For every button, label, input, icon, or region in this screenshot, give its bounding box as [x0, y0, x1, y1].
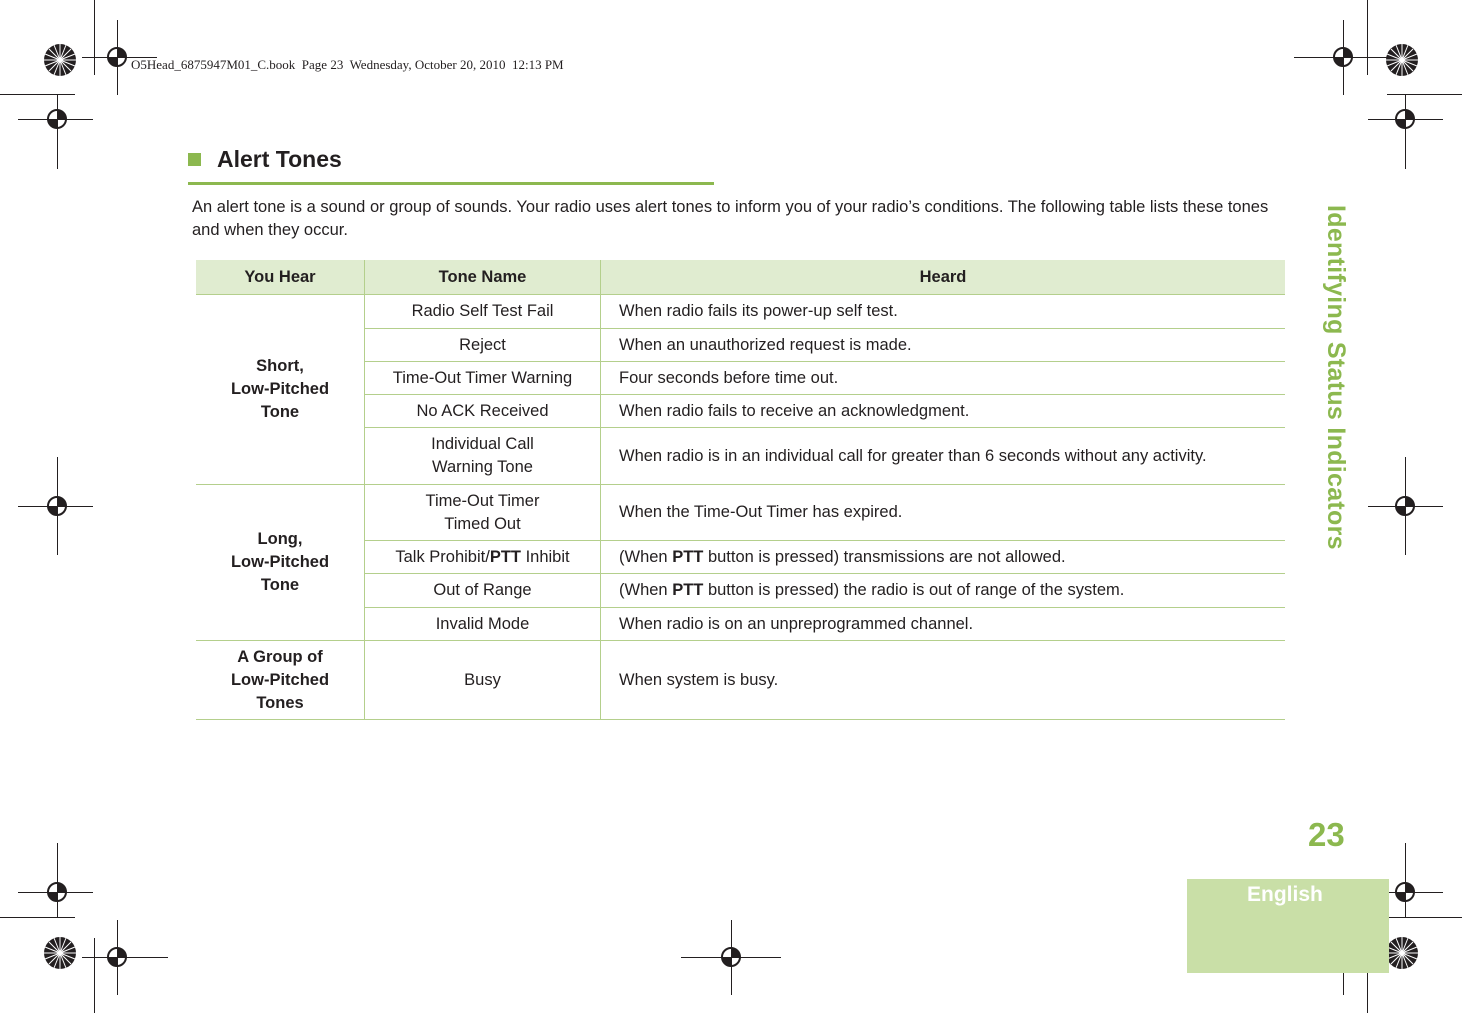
tone-name-cell: No ACK Received — [365, 395, 601, 428]
tone-name-cell: Reject — [365, 329, 601, 362]
crop-line — [1367, 0, 1368, 75]
heard-text: button is pressed) transmissions are not allowed. — [703, 547, 1066, 566]
section-title: Alert Tones — [217, 146, 342, 172]
you-hear-line: Low-Pitched — [230, 670, 330, 689]
tone-name-line: Individual Call — [431, 435, 534, 453]
tone-name-line: Timed Out — [444, 514, 521, 533]
starburst-target-icon — [43, 936, 77, 970]
crosshair-target-icon — [106, 946, 128, 968]
column-header-tone-name: Tone Name — [365, 260, 601, 295]
tone-name-line: Time-Out Timer — [425, 491, 540, 510]
alert-tones-table — [196, 260, 1285, 720]
you-hear-line: Short, — [256, 357, 304, 375]
heard-cell: When radio fails its power-up self test. — [601, 295, 1286, 329]
heard-cell — [601, 574, 1286, 608]
ptt-key-label: PTT — [672, 581, 704, 599]
crosshair-target-icon — [1394, 108, 1416, 130]
crosshair-target-icon — [46, 495, 68, 517]
crop-line — [0, 94, 75, 95]
language-label: English — [1247, 883, 1323, 906]
column-header-you-hear: You Hear — [196, 260, 365, 295]
tone-name-cell: Invalid Mode — [365, 608, 601, 641]
tone-name-line: Warning Tone — [432, 458, 533, 476]
you-hear-line: Tone — [260, 403, 300, 421]
heard-text: (When — [619, 547, 673, 566]
crosshair-target-icon — [46, 108, 68, 130]
you-hear-line: A Group of — [237, 647, 323, 666]
you-hear-line: Low-Pitched — [230, 380, 330, 398]
crosshair-target-icon — [1332, 46, 1354, 68]
heard-cell: Four seconds before time out. — [601, 362, 1286, 395]
heard-cell: When radio is in an individual call for greater than 6 seconds without any activity. — [601, 428, 1286, 485]
crosshair-target-icon — [1394, 881, 1416, 903]
crosshair-target-icon — [46, 881, 68, 903]
you-hear-line: Low-Pitched — [230, 553, 330, 571]
table-row — [196, 485, 1285, 541]
book-file-header: O5Head_6875947M01_C.book Page 23 Wednesday, October 20, 2010 12:13 PM — [131, 57, 564, 72]
heard-cell: When an unauthorized request is made. — [601, 329, 1286, 362]
crop-line — [0, 917, 75, 918]
you-hear-line: Long, — [257, 530, 303, 548]
you-hear-line: Tones — [256, 693, 304, 712]
tone-name-text: Talk Prohibit/ — [395, 547, 490, 566]
crop-line — [1387, 94, 1462, 95]
heard-cell: When radio is on an unpreprogrammed channel. — [601, 608, 1286, 641]
tone-name-text: Inhibit — [521, 547, 570, 566]
tone-name-cell — [365, 428, 601, 485]
tone-name-cell: Busy — [365, 641, 601, 720]
table-row — [196, 295, 1285, 329]
crosshair-target-icon — [106, 46, 128, 68]
heard-cell: When the Time-Out Timer has expired. — [601, 485, 1286, 541]
column-header-heard: Heard — [601, 260, 1286, 295]
tone-name-cell: Radio Self Test Fail — [365, 295, 601, 329]
intro-paragraph: An alert tone is a sound or group of sounds. Your radio uses alert tones to inform you of your radio’s conditions. The following table lists these tones and when they occur. — [192, 198, 1269, 239]
section-heading — [188, 146, 714, 185]
crop-line — [94, 0, 95, 75]
crosshair-target-icon — [720, 946, 742, 968]
heard-cell: When radio fails to receive an acknowledgment. — [601, 395, 1286, 428]
crosshair-line — [57, 94, 58, 169]
crop-line — [94, 938, 95, 1013]
you-hear-line: Tone — [260, 576, 300, 594]
tone-name-cell — [365, 485, 601, 541]
starburst-target-icon — [1385, 43, 1419, 77]
ptt-key-label: PTT — [489, 547, 521, 566]
heard-text: (When — [619, 581, 673, 599]
language-tab — [1187, 879, 1389, 973]
starburst-target-icon — [1385, 936, 1419, 970]
table-row — [196, 641, 1285, 720]
tone-name-cell: Out of Range — [365, 574, 601, 608]
square-bullet-icon — [188, 153, 201, 166]
crosshair-line — [1405, 94, 1406, 169]
chapter-side-tab — [1320, 205, 1350, 605]
table-header-row — [196, 260, 1285, 295]
page-number: 23 — [1308, 816, 1345, 853]
heard-text: button is pressed) the radio is out of range of the system. — [703, 581, 1125, 599]
heard-cell: When system is busy. — [601, 641, 1286, 720]
crop-line — [1387, 917, 1462, 918]
ptt-key-label: PTT — [672, 547, 704, 566]
tone-name-cell — [365, 541, 601, 574]
tone-name-cell: Time-Out Timer Warning — [365, 362, 601, 395]
you-hear-cell — [196, 295, 365, 485]
chapter-title: Identifying Status Indicators — [1322, 205, 1350, 550]
heard-cell — [601, 541, 1286, 574]
you-hear-cell — [196, 641, 365, 720]
starburst-target-icon — [43, 43, 77, 77]
you-hear-cell — [196, 485, 365, 641]
crosshair-target-icon — [1394, 495, 1416, 517]
